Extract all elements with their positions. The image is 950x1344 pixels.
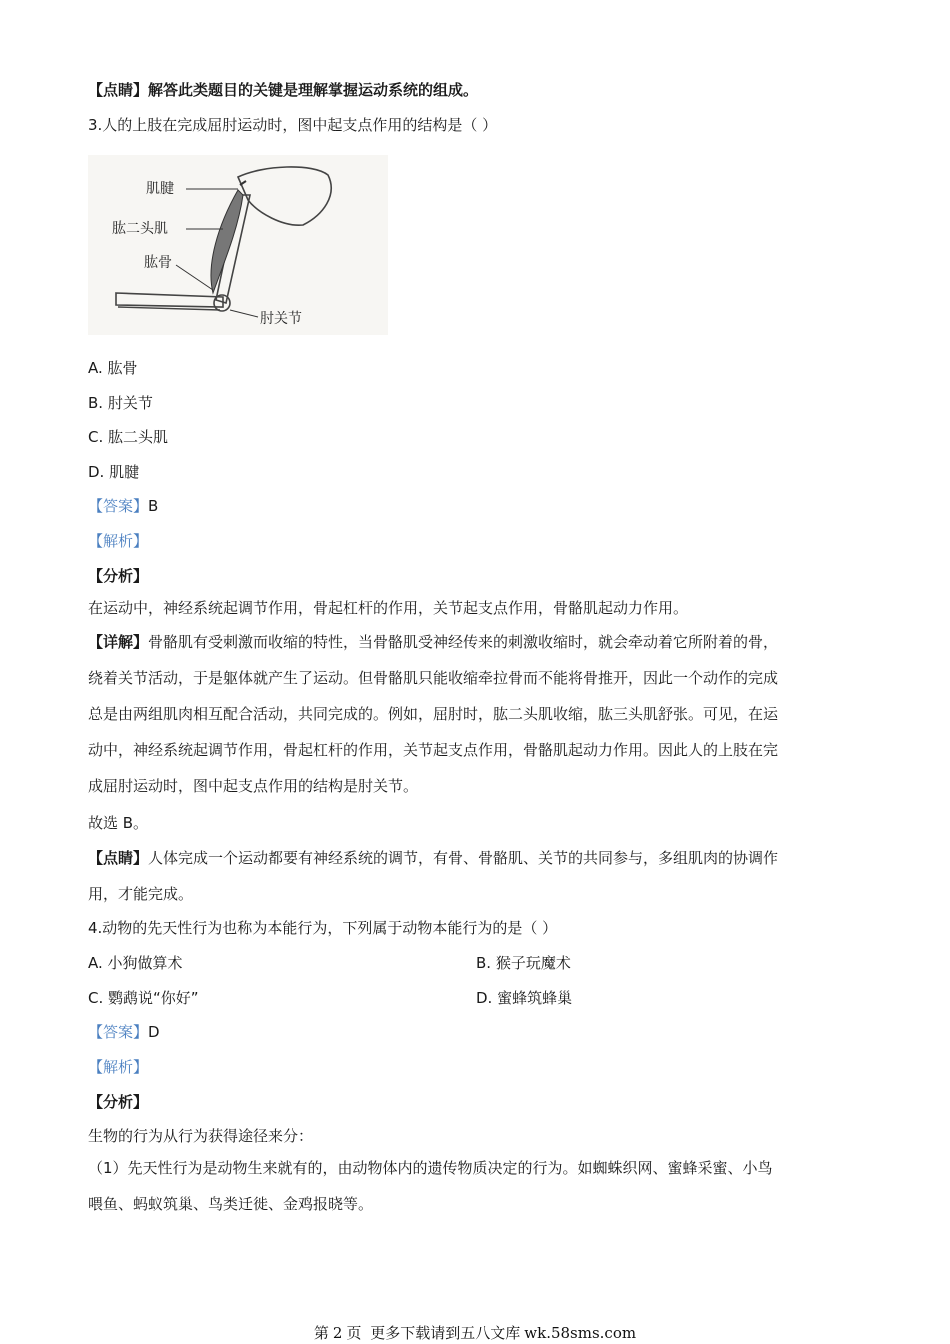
page-footer	[0, 1322, 950, 1343]
option-4d: D. 蜜蜂筑蜂巢	[476, 989, 573, 1007]
page-suffix: 页	[346, 1324, 362, 1342]
fenxi4-line-3: 喂鱼、蚂蚁筑巢、鸟类迁徙、金鸡报晓等。	[88, 1195, 374, 1213]
option-4a: A. 小狗做算术	[88, 954, 183, 972]
option-d: D. 肌腱	[88, 463, 140, 481]
fenxi-tag-4: 【分析】	[88, 1093, 149, 1111]
note-line: 【点睛】解答此类题目的关键是理解掌握运动系统的组成。	[88, 81, 479, 99]
analysis-tag-4: 【解析】	[88, 1058, 149, 1076]
footer-promo: 更多下载请到五八文库	[370, 1324, 521, 1342]
label-tendon: 肌腱	[146, 181, 174, 197]
question-4: 4.动物的先天性行为也称为本能行为，下列属于动物本能行为的是（ ）	[88, 919, 558, 937]
footer-site-link[interactable]: wk.58sms.com	[524, 1324, 637, 1342]
detail-line-1: 【详解】骨骼肌有受刺激而收缩的特性，当骨骼肌受神经传来的刺激收缩时，就会牵动着它所附着的骨，	[88, 633, 779, 651]
option-a: A. 肱骨	[88, 359, 138, 377]
page-prefix: 第	[313, 1324, 329, 1342]
option-b: B. 肘关节	[88, 394, 153, 412]
fenxi-text-3: 在运动中，神经系统起调节作用，骨起杠杆的作用，关节起支点作用，骨骼肌起动力作用。	[88, 599, 689, 617]
fenxi4-line-1: 生物的行为从行为获得途径来分：	[88, 1127, 314, 1145]
option-4c: C. 鹦鹉说“你好”	[88, 989, 199, 1007]
arm-diagram	[88, 155, 388, 335]
fenxi4-line-2: （1）先天性行为是动物生来就有的，由动物体内的遗传物质决定的行为。如蜘蛛织网、蜜蜂采蜜、小鸟	[88, 1159, 773, 1177]
choose-line: 故选 B。	[88, 814, 149, 832]
fenxi-tag-3: 【分析】	[88, 567, 149, 585]
detail-line-2: 绕着关节活动，于是躯体就产生了运动。但骨骼肌只能收缩牵拉骨而不能将骨推开，因此一个动作的完成	[88, 669, 779, 687]
label-elbow: 肘关节	[260, 311, 302, 327]
answer-4: 【答案】D	[88, 1023, 160, 1041]
dianjing-line-2: 用，才能完成。	[88, 885, 194, 903]
label-humerus: 肱骨	[144, 255, 172, 271]
label-biceps: 肱二头肌	[112, 221, 168, 237]
option-4b: B. 猴子玩魔术	[476, 954, 571, 972]
analysis-tag-3: 【解析】	[88, 532, 149, 550]
page-number: 2	[332, 1324, 343, 1342]
option-c: C. 肱二头肌	[88, 428, 169, 446]
detail-line-5: 成屈肘运动时，图中起支点作用的结构是肘关节。	[88, 777, 419, 795]
dianjing-line-1: 【点睛】人体完成一个运动都要有神经系统的调节，有骨、骨骼肌、关节的共同参与，多组肌肉的协调作	[88, 849, 779, 867]
question-3: 3.人的上肢在完成屈肘运动时，图中起支点作用的结构是（ ）	[88, 116, 498, 134]
detail-line-3: 总是由两组肌肉相互配合活动，共同完成的。例如，屈肘时，肱二头肌收缩，肱三头肌舒张。可见，在运	[88, 705, 779, 723]
detail-line-4: 动中，神经系统起调节作用，骨起杠杆的作用，关节起支点作用，骨骼肌起动力作用。因此人的上肢在完	[88, 741, 779, 759]
answer-3: 【答案】B	[88, 497, 159, 515]
